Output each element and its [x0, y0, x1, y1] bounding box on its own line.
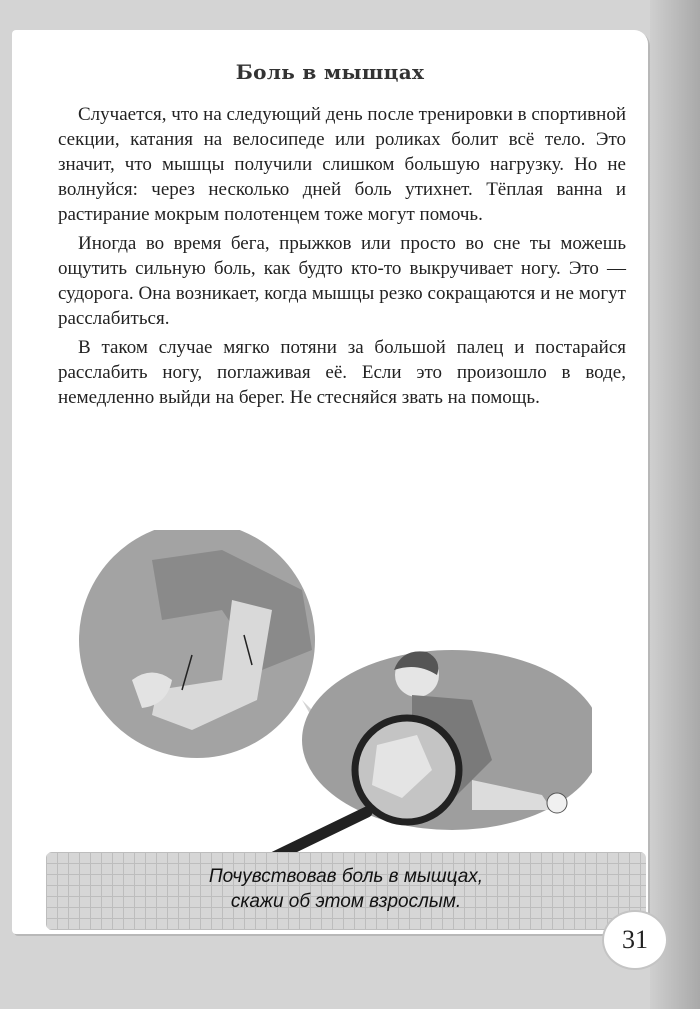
sneaker	[547, 793, 567, 813]
illustration	[72, 530, 592, 880]
caption-band	[46, 852, 646, 930]
caption	[46, 864, 646, 914]
caption-line: Почувствовав боль в мышцах,	[208, 866, 484, 887]
page-number: 31	[604, 912, 666, 968]
paragraph: Иногда во время бега, прыжков или просто во сне ты можешь ощутить сильную боль, как будто кто-то выкручивает ногу. Это — судорога. Она возникает, когда мышцы резко сокращаются и не могут расслабиться.	[58, 233, 626, 329]
book-page	[12, 30, 648, 934]
page-edge	[650, 0, 700, 1009]
paragraph: В таком случае мягко потяни за большой палец и постарайся расслабить ногу, поглаживая её. Если это произошло в воде, немедленно выйди на берег. Не стесняйся звать на помощь.	[58, 337, 626, 408]
paragraph: Случается, что на следующий день после тренировки в спортивной секции, катания на велосипеде или роликах болит всё тело. Это значит, что мышцы получили слишком большую нагрузку. Но не волнуйся: через несколько дней боль утихнет. Тёплая ванна и растирание мокрым полотенцем тоже могут помочь.	[58, 104, 626, 225]
body-text	[58, 102, 626, 414]
page-title: Боль в мышцах	[235, 60, 425, 84]
caption-line: скажи об этом взрослым.	[230, 891, 462, 912]
